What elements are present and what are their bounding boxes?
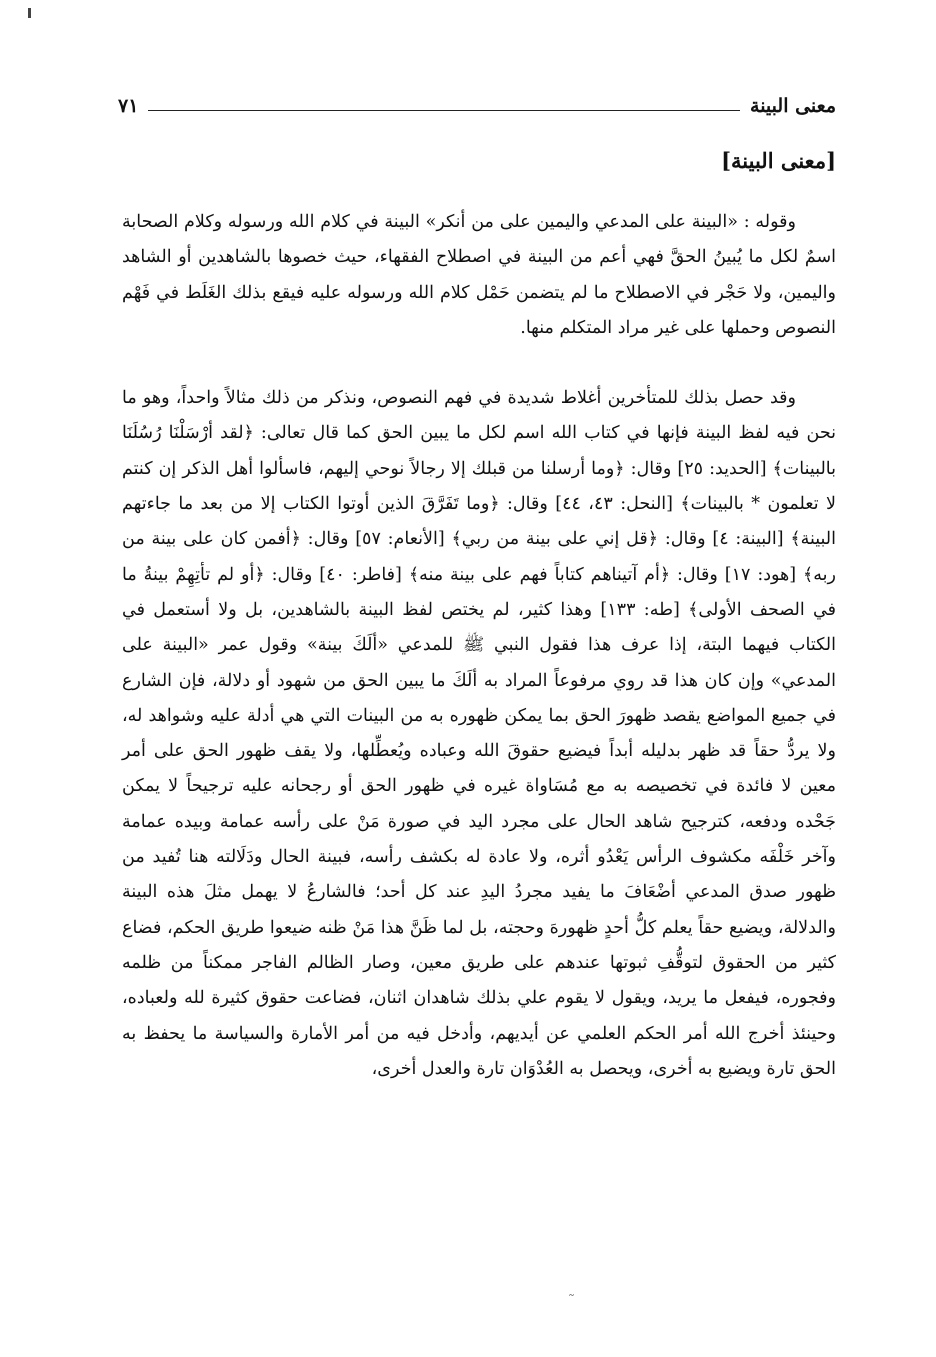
body-text bbox=[122, 205, 836, 1122]
header-rule-divider bbox=[148, 110, 740, 111]
section-heading: [معنى البينة] bbox=[721, 148, 836, 173]
running-header-title: معنى البينة bbox=[750, 95, 836, 117]
scan-artifact-dot: ˜ bbox=[568, 1293, 575, 1309]
scan-artifact-mark bbox=[28, 8, 31, 18]
page-number: ٧١ bbox=[118, 95, 139, 117]
paragraph-definition: وقوله : «البينة على المدعي واليمين على من أنكر» البينة في كلام الله ورسوله وكلام الصحابة اسمٌ لكل ما يُبينُ الحقَّ فهي أعم من البينة في اصطلاح الفقهاء، حيث خصوها بالشاهدين أو الشاهد واليمين، ولا حَجْر في الاصطلاح ما لم يتضمن حَمْل كلام الله ورسوله عليه فيقع بذلك الغَلَط في فَهْم النصوص وحملها على غير مراد المتكلم منها. bbox=[122, 212, 836, 338]
running-header bbox=[118, 92, 836, 120]
paragraph-example: وقد حصل بذلك للمتأخرين أغلاط شديدة في فهم النصوص، ونذكر من ذلك مثالاً واحداً، وهو ما نحن فيه لفظ البينة فإنها في كتاب الله اسم لكل ما يبين الحق كما قال تعالى: ﴿لقد أرْسَلْنَا رُسُلَنَا بالبينات﴾ [الحديد: ٢٥] وقال: ﴿وما أرسلنا من قبلك إلا رجالاً نوحي إليهم، فاسألوا أهل الذكر إن كنتم لا تعلمون * بالبينات﴾ [النحل: ٤٣، ٤٤] وقال: ﴿وما تَفَرَّقَ الذين أوتوا الكتاب إلا من بعد ما جاءتهم البينة﴾ [البينة: ٤] وقال: ﴿قل إني على بينة من ربي﴾ [الأنعام: ٥٧] وقال: ﴿أفمن كان على بينة من ربه﴾ [هود: ١٧] وقال: ﴿أم آتيناهم كتاباً فهم على بينة منه﴾ [فاطر: ٤٠] وقال: ﴿أو لم تأتِهِمْ بينةُ ما في الصحف الأولى﴾ [طه: ١٣٣] وهذا كثير، لم يختص لفظ البينة بالشاهدين، بل ولا أستعمل في الكتاب فيهما البتة، إذا عرف هذا فقول النبي ﷺ للمدعي «ألَكَ بينة» وقول عمر «البينة على المدعي» وإن كان هذا قد روي مرفوعاً المراد به ألَكَ ما يبين الحق من شهود أو دلالة، فإن الشارع في جميع المواضع يقصد ظهورَ الحق بما يمكن ظهوره به من البينات التي هي أدلة عليه وشواهد له، ولا يردُّ حقاً قد ظهر بدليله أبداً فيضيع حقوقَ الله وعباده ويُعطِّلها، ولا يقف ظهور الحق على أمر معين لا فائدة في تخصيصه به مع مُسَاواة غيره في ظهور الحق أو رجحانه عليه ترجيحاً لا يمكن جَحْده ودفعه، كترجيح شاهد الحال على مجرد اليد في صورة مَنْ على رأسه عمامة وبيده عمامة وآخر خَلْفَه مكشوف الرأس يَعْدُو أثره، ولا عادة له بكشف رأسه، فبينة الحال ودَلَالته هنا تُفيد من ظهور صدق المدعي أضْعَافَ ما يفيد مجردُ اليدِ عند كل أحد؛ فالشارعُ لا يهمل مثلَ هذه البينة والدلالة، ويضيع حقاً يعلم كلُّ أحدٍ ظهورهَ وحجته، بل لما ظَنَّ هذا مَنْ ظنه ضيعوا طريق الحكم، فضاع كثير من الحقوق لتوقُّفِ ثبوتها عندهم على طريق معين، وصار الظالم الفاجر ممكناً من ظلمه وفجوره، فيفعل ما يريد، ويقول لا يقوم علي بذلك شاهدان اثنان، فضاعت حقوق كثيرة لله ولعباده، وحينئذ أخرج الله أمر الحكم العلمي عن أيديهم، وأدخل فيه من أمر الأمارة والسياسة ما يحفظ به الحق تارة ويضيع به أخرى، ويحصل به العُدْوَان تارة والعدل أخرى، bbox=[122, 388, 837, 1079]
